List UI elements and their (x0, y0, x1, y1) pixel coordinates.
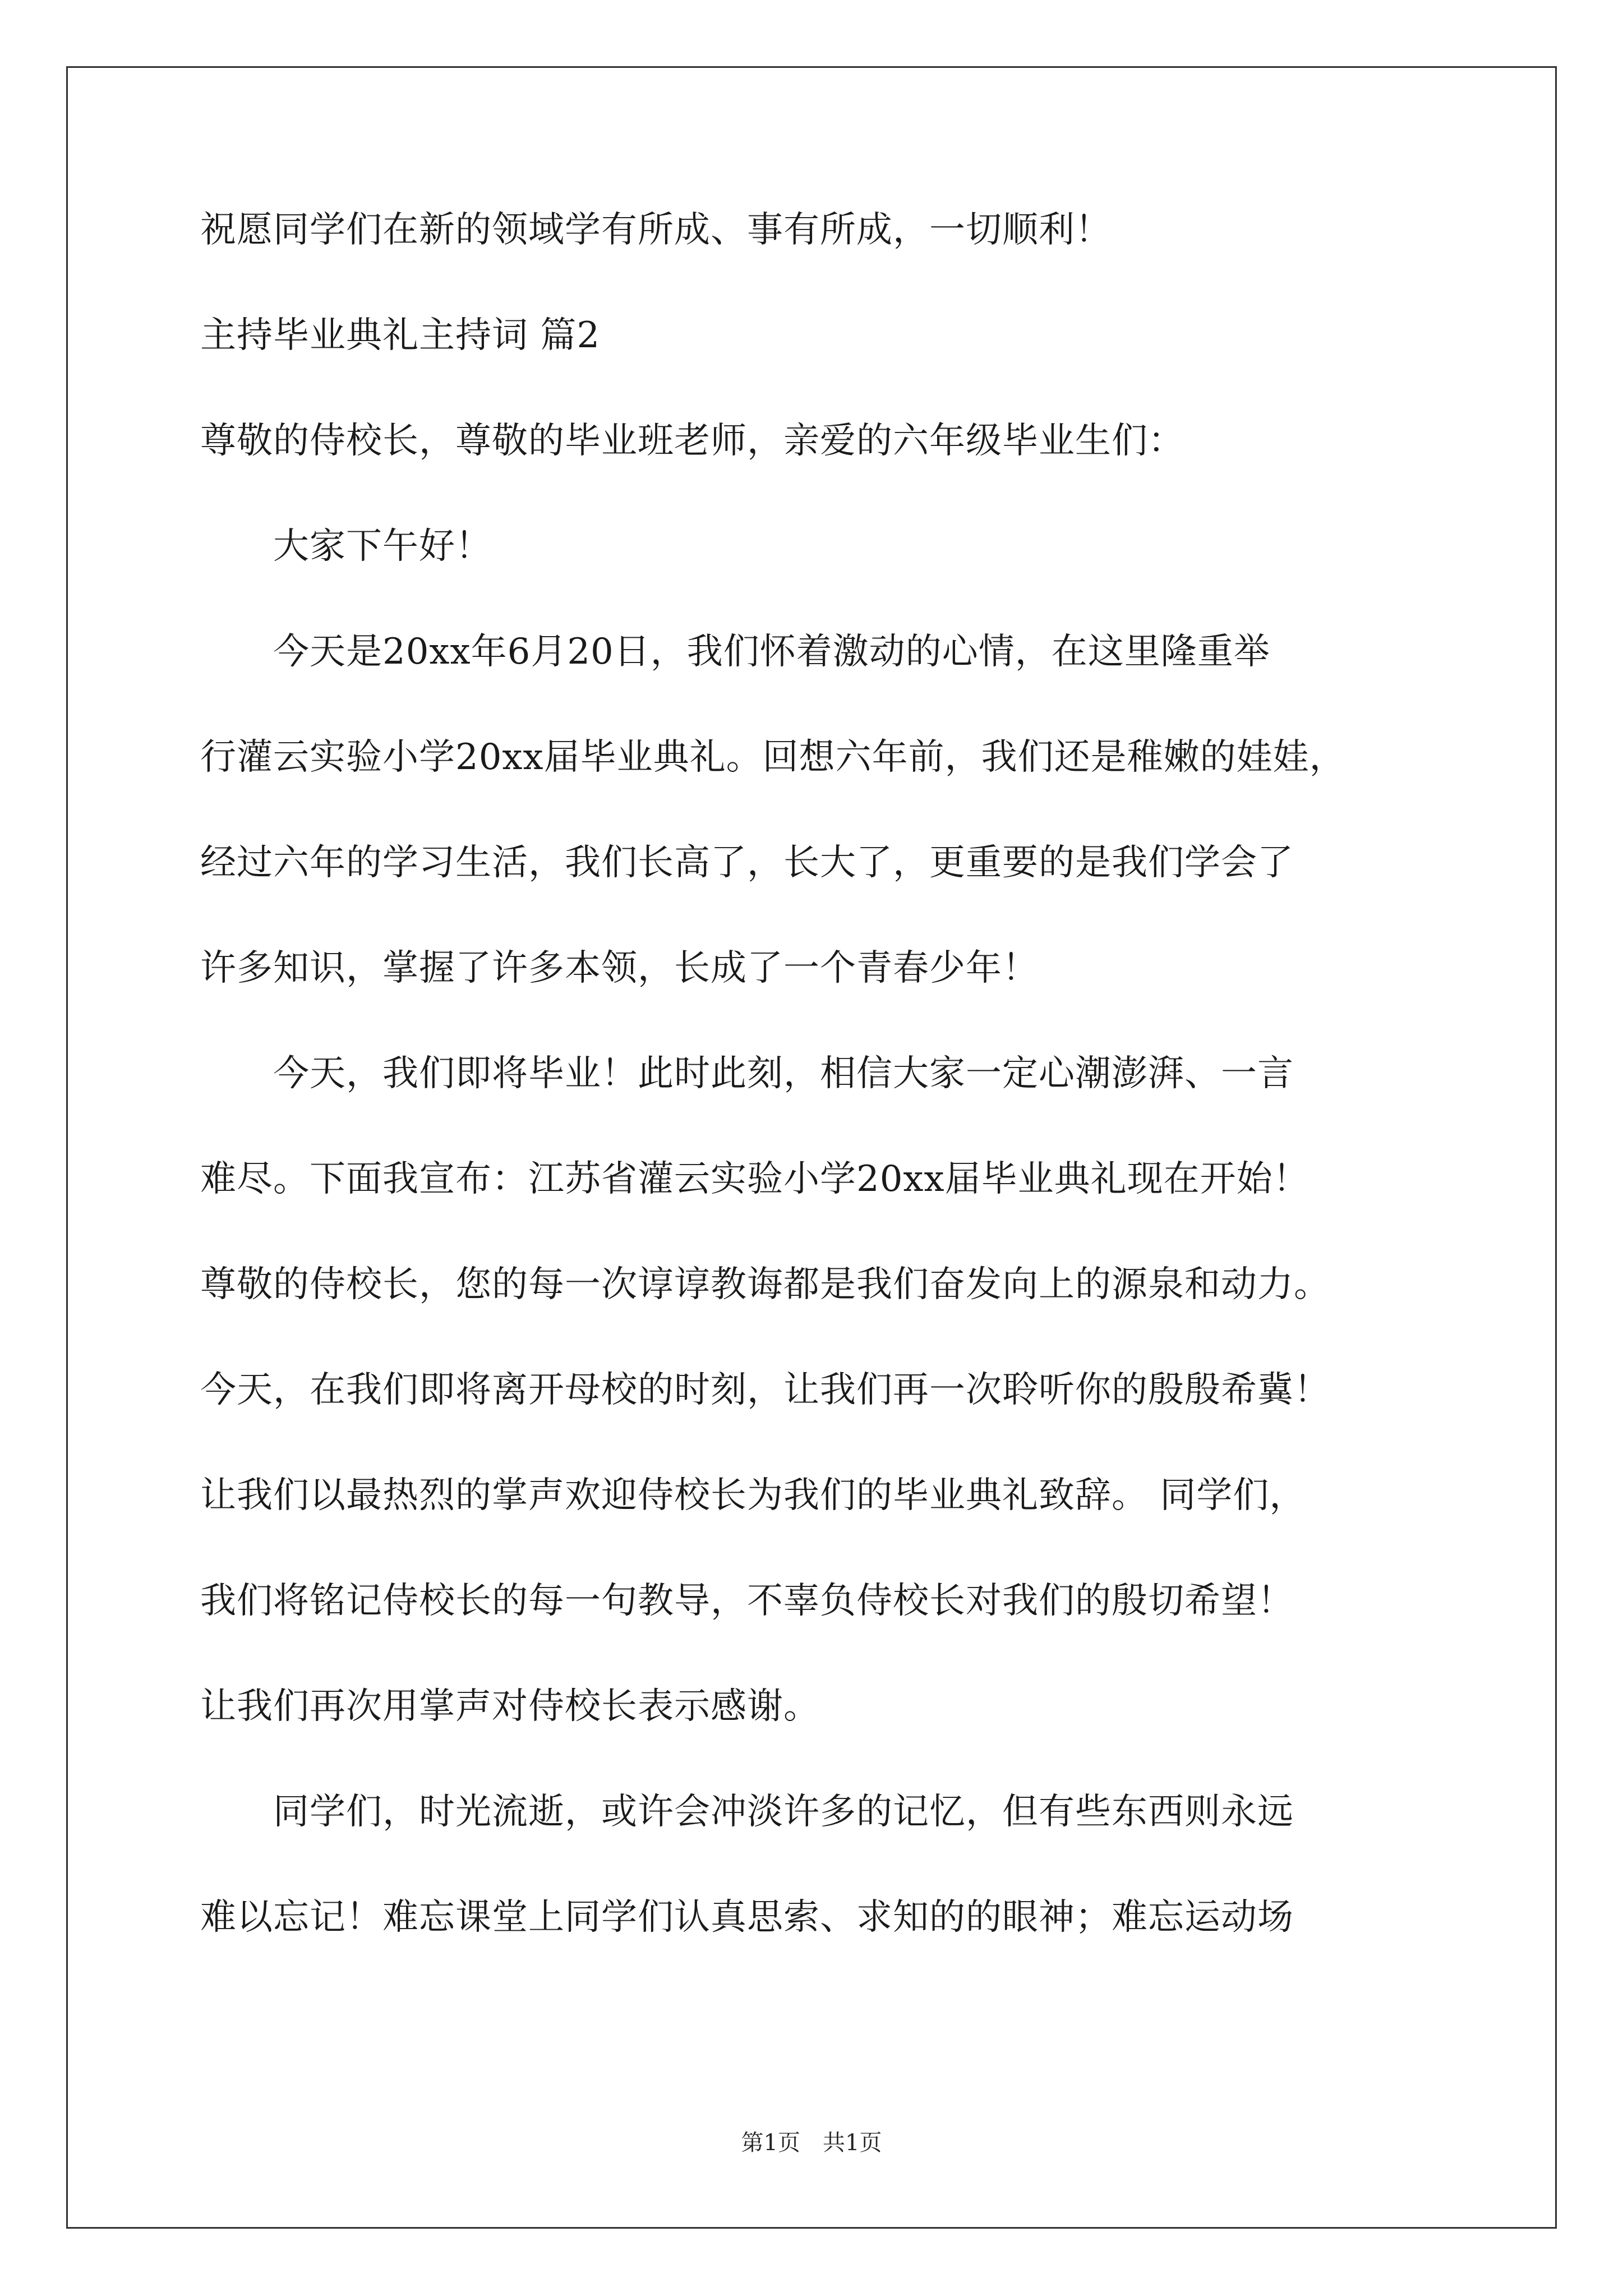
text-line: 今天，在我们即将离开母校的时刻，让我们再一次聆听你的殷殷希冀！ (200, 1369, 1330, 1411)
page-number: 第1页 共1页 (741, 2130, 882, 2156)
text-line: 行灌云实验小学20xx届毕业典礼。回想六年前，我们还是稚嫩的娃娃， (200, 737, 1346, 778)
text-line: 难以忘记！难忘课堂上同学们认真思索、求知的的眼神；难忘运动场 (200, 1897, 1294, 1938)
section-heading: 主持毕业典礼主持词 篇2 (200, 315, 601, 356)
text-line: 今天，我们即将毕业！此时此刻，相信大家一定心潮澎湃、一言 (200, 1053, 1294, 1094)
text-line: 许多知识，掌握了许多本领，长成了一个青春少年！ (200, 947, 1039, 989)
salutation: 尊敬的侍校长，尊敬的毕业班老师，亲爱的六年级毕业生们： (200, 420, 1184, 462)
text-line: 我们将铭记侍校长的每一句教导，不辜负侍校长对我们的殷切希望！ (200, 1580, 1294, 1622)
text-line: 尊敬的侍校长，您的每一次谆谆教诲都是我们奋发向上的源泉和动力。 (200, 1264, 1330, 1305)
text-line: 同学们，时光流逝，或许会冲淡许多的记忆，但有些东西则永远 (200, 1791, 1294, 1833)
text-line: 让我们以最热烈的掌声欢迎侍校长为我们的毕业典礼致辞。 同学们， (200, 1475, 1306, 1516)
text-line: 让我们再次用掌声对侍校长表示感谢。 (200, 1686, 820, 1727)
text-line: 祝愿同学们在新的领域学有所成、事有所成，一切顺利！ (200, 209, 1112, 251)
text-line: 大家下午好！ (200, 526, 492, 567)
text-line: 经过六年的学习生活，我们长高了，长大了，更重要的是我们学会了 (200, 842, 1294, 884)
text-line: 难尽。下面我宣布：江苏省灌云实验小学20xx届毕业典礼现在开始！ (200, 1158, 1310, 1200)
text-line: 今天是20xx年6月20日，我们怀着激动的心情，在这里隆重举 (200, 631, 1270, 673)
